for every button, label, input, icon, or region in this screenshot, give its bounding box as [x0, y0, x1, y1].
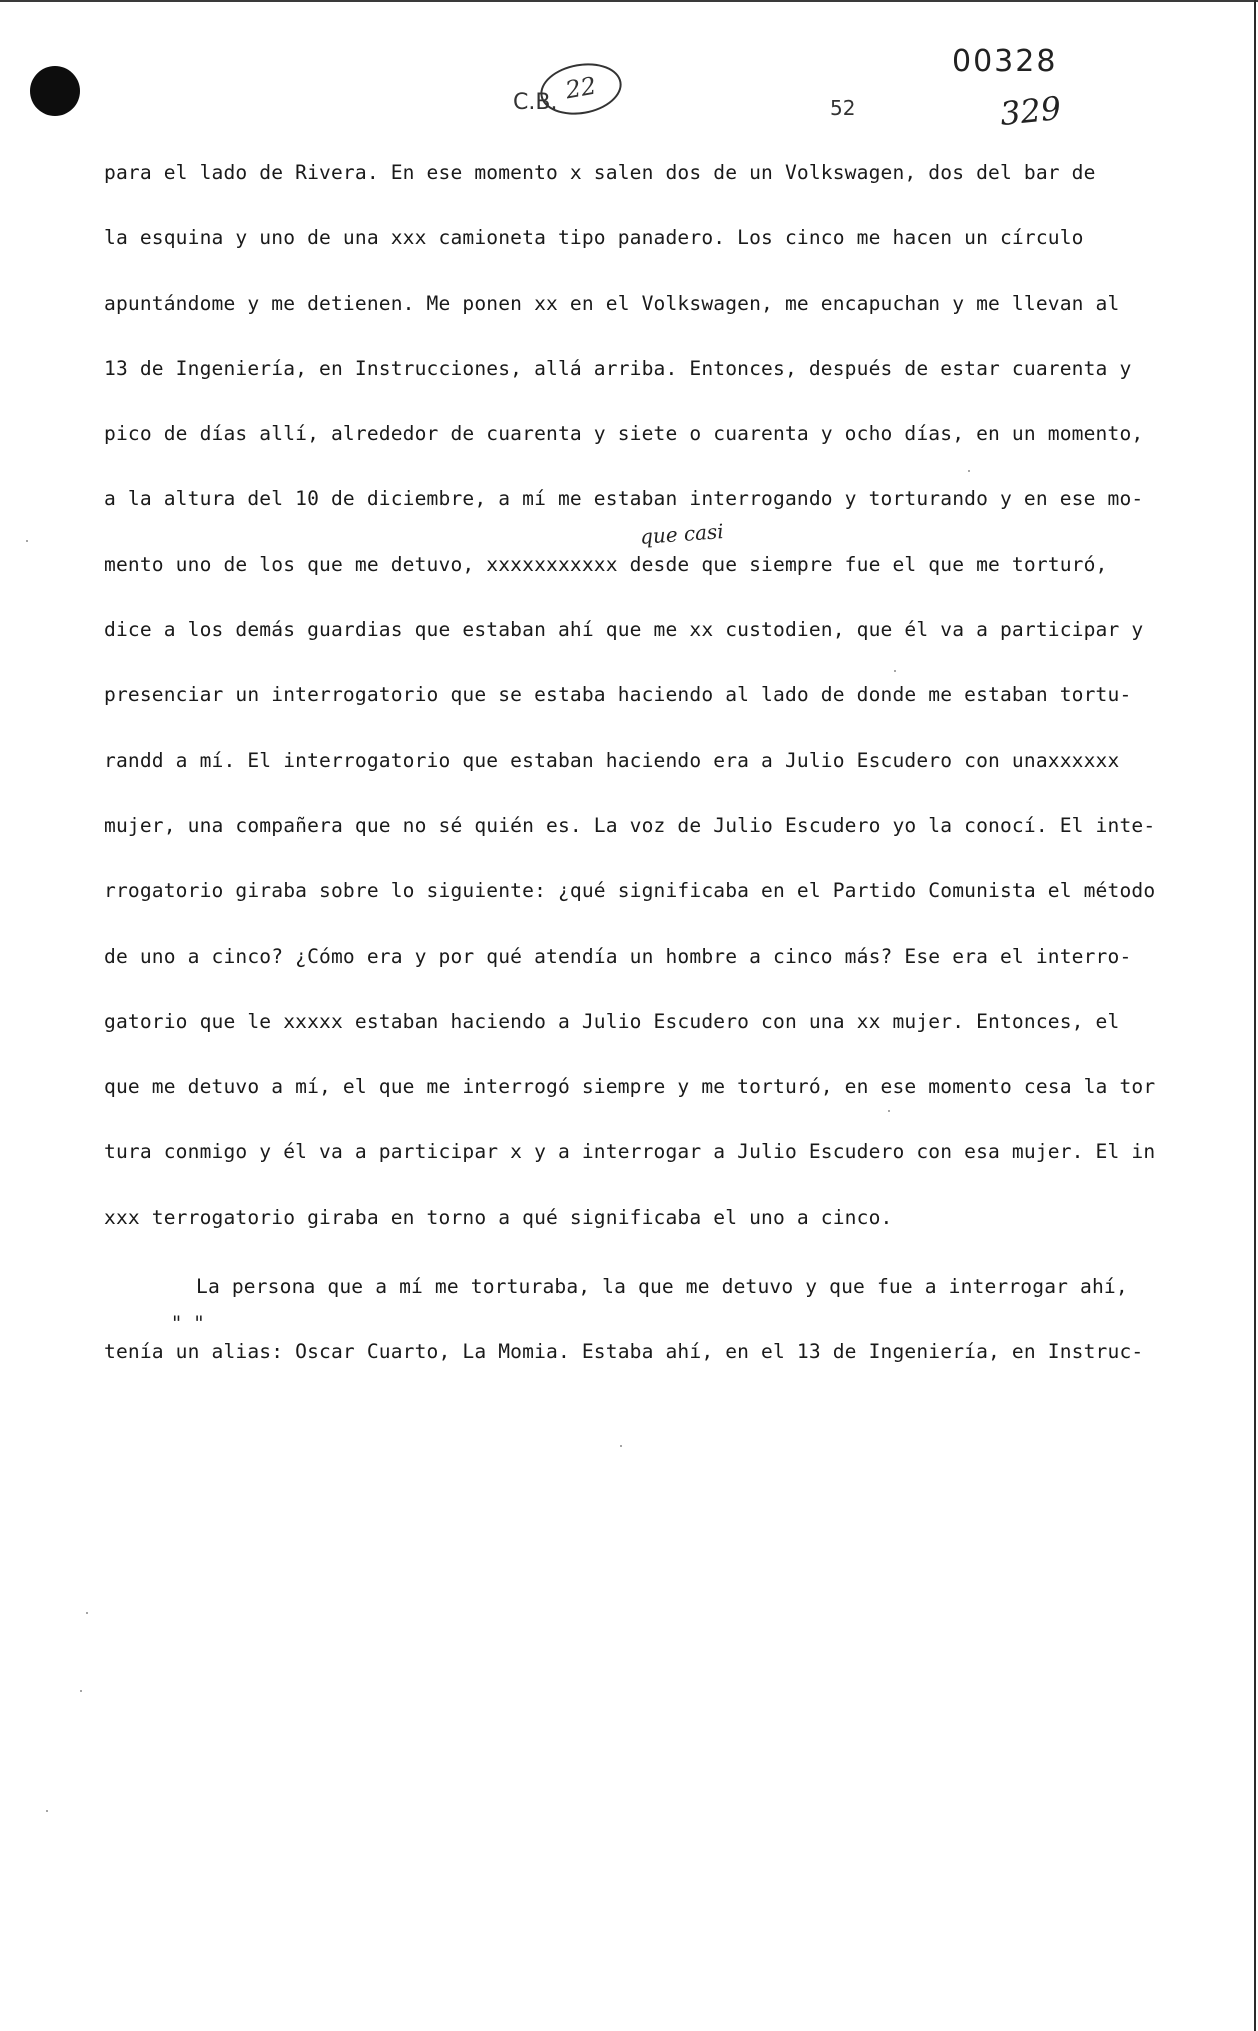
- text-line-13: de uno a cinco? ¿Cómo era y por qué atendía un hombre a cinco más? Ese era el interro-: [104, 944, 1132, 968]
- text-line-10: randd a mí. El interrogatorio que estaban haciendo era a Julio Escudero con unaxxxxxx: [104, 748, 1120, 772]
- text-line-11: mujer, una compañera que no sé quién es. La voz de Julio Escudero yo la conocí. El inte-: [104, 813, 1156, 837]
- handwritten-margin-note: que casi: [639, 519, 725, 549]
- punch-hole: [30, 66, 80, 116]
- text-line-8: dice a los demás guardias que estaban ahí que me xx custodien, que él va a participar y: [104, 618, 1144, 642]
- text-line-9: presenciar un interrogatorio que se estaba haciendo al lado de donde me estaban tortu-: [104, 683, 1132, 707]
- text-line-3: apuntándome y me detienen. Me ponen xx en el Volkswagen, me encapuchan y me llevan al: [104, 291, 1120, 315]
- scan-speck: [620, 1445, 622, 1447]
- text-line-14: gatorio que le xxxxx estaban haciendo a Julio Escudero con una xx mujer. Entonces, el: [104, 1009, 1120, 1033]
- page-number: 52: [830, 96, 856, 120]
- text-line-4: 13 de Ingeniería, en Instrucciones, allá arriba. Entonces, después de estar cuarenta y: [104, 356, 1132, 380]
- text-line-6: a la altura del 10 de diciembre, a mí me estaban interrogando y torturando y en ese mo-: [104, 487, 1144, 511]
- scan-speck: [26, 540, 28, 542]
- text-line-7: mento uno de los que me detuvo, xxxxxxxxxxx desde que siempre fue el que me torturó,: [104, 552, 1108, 576]
- text-line-16: tura conmigo y él va a participar x y a interrogar a Julio Escudero con esa mujer. El in: [104, 1140, 1156, 1164]
- text-line-1: para el lado de Rivera. En ese momento x salen dos de un Volkswagen, dos del bar de: [104, 161, 1096, 184]
- text-line-12: rrogatorio giraba sobre lo siguiente: ¿qué significaba en el Partido Comunista el método: [104, 879, 1156, 903]
- text-line-17: xxx terrogatorio giraba en torno a qué significaba el uno a cinco.: [104, 1205, 893, 1229]
- folio-handwritten: 329: [998, 88, 1063, 134]
- text-line-19: tenía un alias: Oscar Cuarto, La Momia. Estaba ahí, en el 13 de Ingeniería, en Instruc-: [104, 1340, 1144, 1364]
- circled-number: 22: [536, 57, 625, 120]
- scan-speck: [888, 1110, 890, 1112]
- scan-speck: [86, 1612, 88, 1614]
- text-line-5: pico de días allí, alrededor de cuarenta y siete o cuarenta y ocho días, en un momento,: [104, 422, 1144, 446]
- scan-speck: [894, 670, 896, 672]
- text-line-18: La persona que a mí me torturaba, la que me detuvo y que fue a interrogar ahí,: [196, 1275, 1128, 1299]
- folio-stamp: 00328: [952, 44, 1058, 79]
- handwritten-quote-marks: [104, 1312, 1104, 1334]
- scan-speck: [80, 1690, 82, 1692]
- text-line-2: la esquina y uno de una xxx camioneta tipo panadero. Los cinco me hacen un círculo: [104, 226, 1084, 250]
- page-top-edge: [0, 0, 1258, 2]
- text-line-15: que me detuvo a mí, el que me interrogó siempre y me torturó, en ese momento cesa la tor: [104, 1075, 1156, 1099]
- scan-speck: [46, 1810, 48, 1812]
- section-mark: C.B.: [513, 90, 558, 115]
- transcript-body: [104, 155, 1156, 1400]
- quote-marks-text: " ": [172, 1311, 204, 1336]
- scan-speck: [968, 470, 970, 472]
- page-right-edge: [1254, 0, 1256, 2031]
